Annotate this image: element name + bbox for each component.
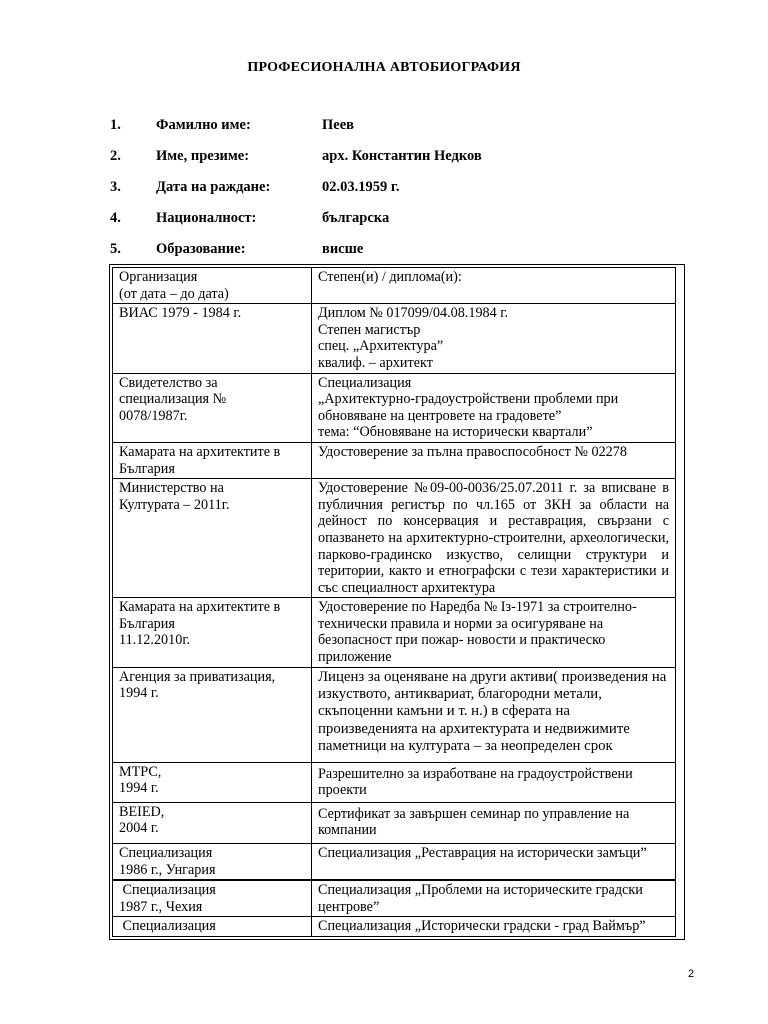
- degree-line: Степен магистър: [318, 321, 421, 338]
- degree-line: „Архитектурно-градоустройствени проблеми при обновяване на центровете на градовете”: [318, 391, 619, 424]
- item-number: 2.: [110, 148, 121, 164]
- table-row: [113, 762, 676, 802]
- org-line: 11.12.2010г.: [119, 632, 191, 649]
- table-row: [113, 917, 676, 937]
- degree-cell: [312, 880, 676, 917]
- item-number: 4.: [110, 210, 121, 226]
- org-cell: [113, 304, 312, 373]
- degree-cell: [312, 598, 676, 667]
- table-row: [113, 802, 676, 843]
- org-line: Специализация: [119, 845, 213, 862]
- education-table: [112, 267, 676, 937]
- org-cell: [113, 762, 312, 802]
- header-line: (от дата – до дата): [119, 285, 229, 302]
- degree-cell: [312, 762, 676, 802]
- org-line: 2004 г.: [119, 820, 159, 837]
- org-cell: [113, 667, 312, 762]
- table-row: [113, 844, 676, 881]
- org-cell: [113, 802, 312, 843]
- degree-line: квалиф. – архитект: [318, 354, 433, 371]
- education-table-frame: [109, 264, 685, 940]
- table-row: [113, 304, 676, 373]
- degree-cell: [312, 479, 676, 598]
- degree-line: тема: “Обновяване на исторически квартали”: [318, 424, 593, 441]
- org-cell: [113, 442, 312, 478]
- org-line: Свидетелство за: [119, 374, 218, 391]
- item-label: Образование:: [156, 241, 246, 257]
- item-value: арх. Константин Недков: [322, 148, 482, 164]
- org-cell: [113, 598, 312, 667]
- org-line: Агенция за приватизация,: [119, 668, 276, 685]
- page-title: ПРОФЕСИОНАЛНА АВТОБИОГРАФИЯ: [247, 60, 521, 75]
- item-label: Име, презиме:: [156, 148, 250, 164]
- item-value: българска: [322, 210, 390, 226]
- item-number: 1.: [110, 117, 121, 133]
- table-row: [113, 667, 676, 762]
- header-organization: [113, 268, 312, 304]
- degree-line: Диплом № 017099/04.08.1984 г.: [318, 305, 509, 322]
- org-line: 1994 г.: [119, 780, 159, 797]
- org-line: Специализация: [119, 882, 216, 899]
- degree-line: спец. „Архитектура”: [318, 338, 444, 355]
- item-label: Националност:: [156, 210, 257, 226]
- org-line: BEIED,: [119, 803, 165, 820]
- degree-line: Разрешително за изработване на градоустройствени проекти: [318, 765, 633, 799]
- org-line: Камарата на архитектите в България: [119, 599, 281, 632]
- org-cell: [113, 917, 312, 937]
- item-number: 3.: [110, 179, 121, 195]
- org-line: Министерство на: [119, 480, 224, 497]
- degree-line: Сертификат за завършен семинар по управление на компании: [318, 805, 630, 839]
- degree-cell: [312, 844, 676, 881]
- table-row: [113, 442, 676, 478]
- org-line: Специализация: [119, 918, 216, 935]
- header-degree: [312, 268, 676, 304]
- org-line: 0078/1987г.: [119, 407, 188, 424]
- org-line: Културата – 2011г.: [119, 496, 230, 513]
- degree-line: Лиценз за оценяване на други активи( произведения на изкуството, антиквариат, благородни метали, скъпоценни камъни и т. н.) в сферата на произведенията на архитектурата и недвижимите паметници на културата – за неопределен срок: [318, 668, 667, 755]
- table-header-row: [113, 268, 676, 304]
- org-line: специализация №: [119, 391, 227, 408]
- org-line: 1986 г., Унгария: [119, 861, 216, 878]
- org-cell: [113, 479, 312, 598]
- table-row: [113, 479, 676, 598]
- org-cell: [113, 373, 312, 442]
- degree-cell: [312, 667, 676, 762]
- table-row: [113, 880, 676, 917]
- degree-line: Специализация: [318, 374, 412, 391]
- degree-cell: [312, 442, 676, 478]
- item-label: Дата на раждане:: [156, 179, 271, 195]
- item-number: 5.: [110, 241, 121, 257]
- table-row: [113, 373, 676, 442]
- degree-cell: [312, 917, 676, 937]
- degree-line: Специализация „Проблеми на историческите градски центрове”: [318, 882, 643, 915]
- degree-line: Удостоверение по Наредба № Із-1971 за строително-технически правила и норми за осигуряване на безопасност при пожар- новости и практическо приложение: [318, 599, 637, 666]
- item-value: Пеев: [322, 117, 354, 133]
- page-number: 2: [688, 968, 695, 980]
- degree-line: Удостоверение №09-00-0036/25.07.2011 г. за вписване в публичния регистър по чл.165 от ЗКН за области на дейност по консервация и реставрация, свързани с опазването на архитектурно-строителни, археологически, парково-градинско изкуство, селищни структури и територии, както и етнографски с тези характеристики и със специалност архитектура: [318, 480, 669, 596]
- item-value: 02.03.1959 г.: [322, 179, 400, 195]
- header-line: Степен(и) / диплома(и):: [318, 269, 462, 285]
- org-line: 1994 г.: [119, 685, 159, 702]
- org-line: ВИАС 1979 - 1984 г.: [119, 305, 242, 322]
- org-cell: [113, 880, 312, 917]
- org-line: Камарата на архитектите в България: [119, 443, 281, 477]
- item-value: висше: [322, 241, 364, 257]
- degree-line: Специализация „Реставрация на исторически замъци”: [318, 845, 647, 862]
- table-row: [113, 598, 676, 667]
- org-line: МТРС,: [119, 763, 162, 780]
- header-line: Организация: [119, 269, 198, 285]
- degree-cell: [312, 304, 676, 373]
- org-line: 1987 г., Чехия: [119, 898, 203, 915]
- degree-line: Специализация „Исторически градски - град Ваймър”: [318, 918, 646, 935]
- degree-cell: [312, 373, 676, 442]
- degree-cell: [312, 802, 676, 843]
- item-label: Фамилно име:: [156, 117, 251, 133]
- org-cell: [113, 844, 312, 881]
- degree-line: Удостоверение за пълна правоспособност № 02278: [318, 443, 627, 460]
